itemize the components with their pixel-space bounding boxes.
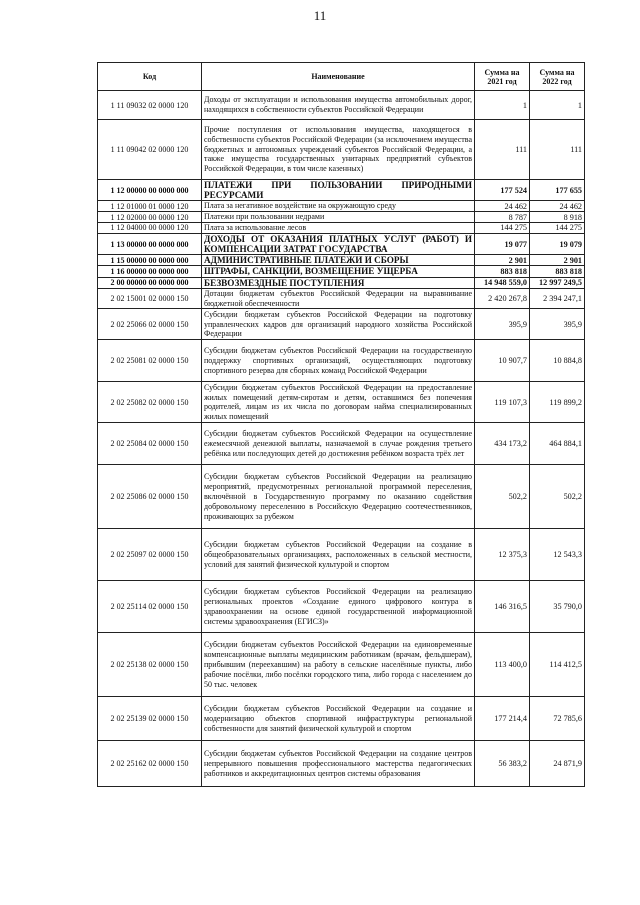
row-sum-2021: 12 375,3 [475, 529, 530, 581]
row-sum-2022: 111 [530, 120, 585, 180]
row-sum-2021: 2 901 [475, 255, 530, 266]
table-row [98, 309, 585, 340]
row-sum-2022: 72 785,6 [530, 697, 585, 741]
row-name: Субсидии бюджетам субъектов Российской Федерации на создание и модернизацию объектов спортивной инфраструктуры региональной собственности для занятий физической культурой и спортом [202, 697, 475, 741]
row-code: 1 13 00000 00 0000 000 [98, 233, 202, 254]
row-sum-2021: 113 400,0 [475, 633, 530, 697]
row-sum-2021: 144 275 [475, 223, 530, 234]
row-code: 1 15 00000 00 0000 000 [98, 255, 202, 266]
table-row [98, 201, 585, 212]
header-code: Код [98, 63, 202, 91]
row-sum-2021: 395,9 [475, 309, 530, 340]
row-code: 2 02 25066 02 0000 150 [98, 309, 202, 340]
row-code: 1 12 04000 00 0000 120 [98, 223, 202, 234]
row-name: ШТРАФЫ, САНКЦИИ, ВОЗМЕЩЕНИЕ УЩЕРБА [202, 266, 475, 277]
row-sum-2021: 19 077 [475, 233, 530, 254]
row-code: 2 00 00000 00 0000 000 [98, 277, 202, 288]
row-name: Субсидии бюджетам субъектов Российской Федерации на реализацию мероприятий, предусмотренных региональной программой переселения, включённой в Государственную программу по оказанию содействия добровольному переселению в Российскую Федерацию соотечественников, проживающих за рубежом [202, 465, 475, 529]
row-sum-2021: 177 524 [475, 180, 530, 201]
budget-table [97, 62, 585, 787]
row-name: Субсидии бюджетам субъектов Российской Федерации на единовременные компенсационные выплаты медицинским работникам (врачам, фельдшерам), прибывшим (переехавшим) на работу в сельские населённые пункты, либо рабочие посёлки, либо посёлки городского типа, либо города с населением до 50 тыс. человек [202, 633, 475, 697]
row-sum-2022: 12 543,3 [530, 529, 585, 581]
row-code: 1 11 09042 02 0000 120 [98, 120, 202, 180]
row-code: 2 02 25086 02 0000 150 [98, 465, 202, 529]
header-sum-2022: Сумма на 2022 год [530, 63, 585, 91]
table-row [98, 120, 585, 180]
row-name: Платежи при пользовании недрами [202, 212, 475, 223]
row-sum-2022: 883 818 [530, 266, 585, 277]
table-row [98, 212, 585, 223]
table-row [98, 741, 585, 787]
row-sum-2022: 114 412,5 [530, 633, 585, 697]
row-code: 1 11 09032 02 0000 120 [98, 91, 202, 120]
row-code: 2 02 25114 02 0000 150 [98, 581, 202, 633]
table-row [98, 529, 585, 581]
row-name: Плата за использование лесов [202, 223, 475, 234]
row-code: 1 16 00000 00 0000 000 [98, 266, 202, 277]
row-code: 2 02 25139 02 0000 150 [98, 697, 202, 741]
row-name: Субсидии бюджетам субъектов Российской Федерации на создание центров непрерывного повышения профессионального мастерства педагогических работников и аккредитационных центров системы образования [202, 741, 475, 787]
row-code: 2 02 25138 02 0000 150 [98, 633, 202, 697]
row-sum-2021: 146 316,5 [475, 581, 530, 633]
table-row [98, 697, 585, 741]
row-code: 1 12 00000 00 0000 000 [98, 180, 202, 201]
page-number: 11 [313, 8, 327, 23]
row-name: ДОХОДЫ ОТ ОКАЗАНИЯ ПЛАТНЫХ УСЛУГ (РАБОТ) И КОМПЕНСАЦИИ ЗАТРАТ ГОСУДАРСТВА [202, 233, 475, 254]
row-name: Субсидии бюджетам субъектов Российской Федерации на государственную поддержку спортивных организаций, осуществляющих подготовку спортивного резерва для сборных команд Российской Федерации [202, 340, 475, 382]
table-row [98, 382, 585, 423]
row-name: Субсидии бюджетам субъектов Российской Федерации на осуществление ежемесячной денежной выплаты, назначаемой в случае рождения третьего ребёнка или последующих детей до достижения ребёнком возраста трёх лет [202, 423, 475, 465]
row-sum-2022: 177 655 [530, 180, 585, 201]
table-row [98, 277, 585, 288]
row-sum-2022: 1 [530, 91, 585, 120]
table-row [98, 255, 585, 266]
row-code: 2 02 25081 02 0000 150 [98, 340, 202, 382]
row-sum-2022: 8 918 [530, 212, 585, 223]
row-sum-2022: 464 884,1 [530, 423, 585, 465]
row-name: Субсидии бюджетам субъектов Российской Федерации на создание в общеобразовательных организациях, расположенных в сельской местности, условий для занятий физической культурой и спортом [202, 529, 475, 581]
table-body [98, 91, 585, 787]
table-row [98, 581, 585, 633]
row-sum-2022: 12 997 249,5 [530, 277, 585, 288]
row-sum-2022: 24 871,9 [530, 741, 585, 787]
header-sum-2021: Сумма на 2021 год [475, 63, 530, 91]
table-row [98, 223, 585, 234]
row-name: Субсидии бюджетам субъектов Российской Федерации на реализацию региональных проектов «Создание единого цифрового контура в здравоохранении на основе единой государственной информационной системы здравоохранения (ЕГИСЗ)» [202, 581, 475, 633]
row-code: 1 12 01000 01 0000 120 [98, 201, 202, 212]
row-name: АДМИНИСТРАТИВНЫЕ ПЛАТЕЖИ И СБОРЫ [202, 255, 475, 266]
row-name: Прочие поступления от использования имущества, находящегося в собственности субъектов Российской Федерации (за исключением имущества бюджетных и автономных учреждений субъектов Российской Федерации, а также имущества государственных унитарных предприятий субъектов Российской Федерации, в том числе казенных) [202, 120, 475, 180]
row-sum-2022: 19 079 [530, 233, 585, 254]
row-name: БЕЗВОЗМЕЗДНЫЕ ПОСТУПЛЕНИЯ [202, 277, 475, 288]
row-name: Дотации бюджетам субъектов Российской Федерации на выравнивание бюджетной обеспеченности [202, 288, 475, 309]
row-sum-2021: 434 173,2 [475, 423, 530, 465]
table-row [98, 288, 585, 309]
row-sum-2022: 10 884,8 [530, 340, 585, 382]
header-name: Наименование [202, 63, 475, 91]
row-code: 2 02 25162 02 0000 150 [98, 741, 202, 787]
row-name: Доходы от эксплуатации и использования имущества автомобильных дорог, находящихся в собственности субъектов Российской Федерации [202, 91, 475, 120]
row-code: 2 02 25097 02 0000 150 [98, 529, 202, 581]
row-sum-2021: 10 907,7 [475, 340, 530, 382]
row-sum-2021: 1 [475, 91, 530, 120]
row-sum-2021: 24 462 [475, 201, 530, 212]
row-name: Субсидии бюджетам субъектов Российской Федерации на предоставление жилых помещений детям-сиротам и детям, оставшимся без попечения родителей, лицам из их числа по договорам найма специализированных жилых помещений [202, 382, 475, 423]
row-code: 2 02 25082 02 0000 150 [98, 382, 202, 423]
row-name: ПЛАТЕЖИ ПРИ ПОЛЬЗОВАНИИ ПРИРОДНЫМИ РЕСУРСАМИ [202, 180, 475, 201]
row-sum-2022: 24 462 [530, 201, 585, 212]
row-sum-2022: 119 899,2 [530, 382, 585, 423]
table-row [98, 423, 585, 465]
table-row [98, 233, 585, 254]
row-code: 2 02 15001 02 0000 150 [98, 288, 202, 309]
row-name: Плата за негативное воздействие на окружающую среду [202, 201, 475, 212]
row-code: 2 02 25084 02 0000 150 [98, 423, 202, 465]
row-sum-2021: 177 214,4 [475, 697, 530, 741]
table-row [98, 266, 585, 277]
row-sum-2021: 2 420 267,8 [475, 288, 530, 309]
row-sum-2022: 395,9 [530, 309, 585, 340]
table-row [98, 340, 585, 382]
table-row [98, 633, 585, 697]
table-row [98, 465, 585, 529]
row-sum-2021: 111 [475, 120, 530, 180]
table-row [98, 180, 585, 201]
row-code: 1 12 02000 00 0000 120 [98, 212, 202, 223]
row-sum-2022: 2 901 [530, 255, 585, 266]
row-sum-2022: 502,2 [530, 465, 585, 529]
row-sum-2021: 8 787 [475, 212, 530, 223]
table-row [98, 91, 585, 120]
row-sum-2021: 119 107,3 [475, 382, 530, 423]
row-sum-2021: 14 948 559,0 [475, 277, 530, 288]
row-sum-2022: 144 275 [530, 223, 585, 234]
row-sum-2021: 56 383,2 [475, 741, 530, 787]
row-name: Субсидии бюджетам субъектов Российской Федерации на подготовку управленческих кадров для организаций народного хозяйства Российской Федерации [202, 309, 475, 340]
table-header-row [98, 63, 585, 91]
row-sum-2021: 883 818 [475, 266, 530, 277]
row-sum-2021: 502,2 [475, 465, 530, 529]
row-sum-2022: 35 790,0 [530, 581, 585, 633]
row-sum-2022: 2 394 247,1 [530, 288, 585, 309]
